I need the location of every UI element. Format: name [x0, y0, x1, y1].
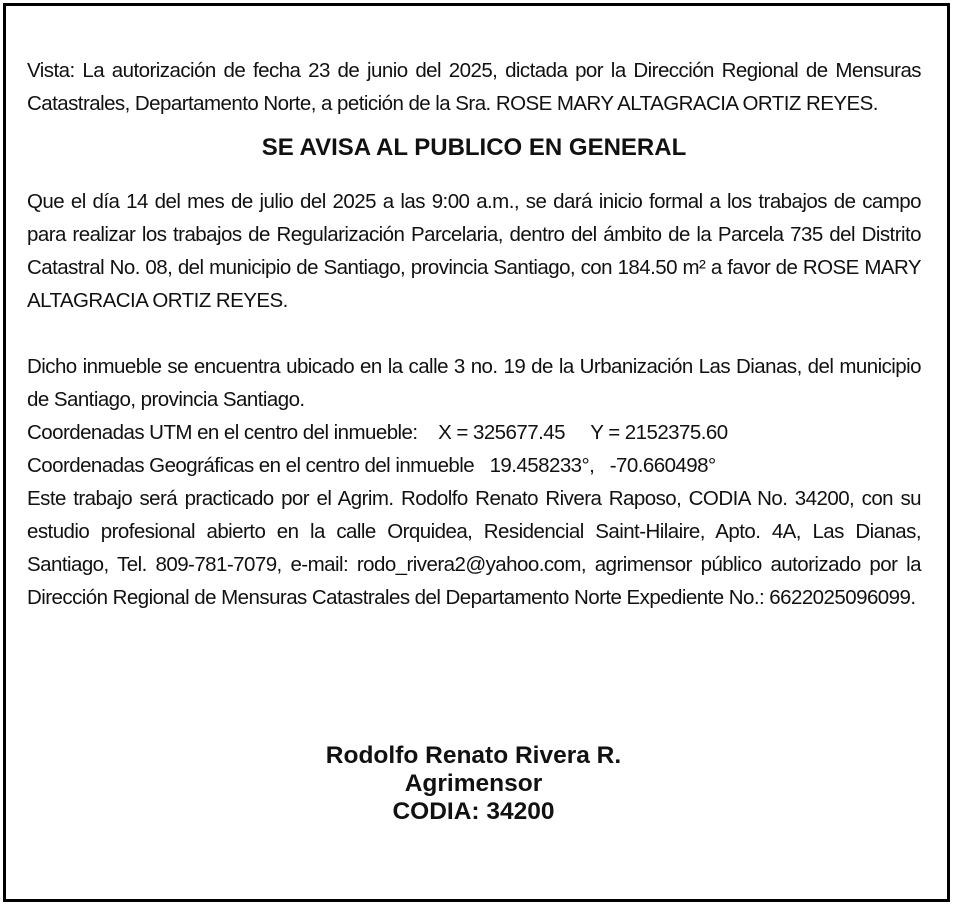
notice-heading: SE AVISA AL PUBLICO EN GENERAL — [261, 134, 687, 161]
geo-lon-value: -70.660498° — [609, 454, 716, 477]
location-paragraph: Dicho inmueble se encuentra ubicado en la calle 3 no. 19 de la Urbanización Las Dianas, del municipio de Santiago, provincia Santiago. — [27, 355, 921, 411]
utm-y-value: Y = 2152375.60 — [590, 421, 728, 444]
utm-label: Coordenadas UTM en el centro del inmueble: — [27, 421, 418, 444]
geo-lat-value: 19.458233°, — [489, 454, 595, 477]
geo-label: Coordenadas Geográficas en el centro del inmueble — [27, 454, 475, 477]
intro-paragraph: Vista: La autorización de fecha 23 de junio del 2025, dictada por la Dirección Regional de Mensuras Catastrales, Departamento Norte, a petición de la Sra. ROSE MARY ALTAGRACIA ORTIZ REYES. — [27, 59, 921, 115]
surveyor-paragraph: Este trabajo será practicado por el Agrim. Rodolfo Renato Rivera Raposo, CODIA No. 34200, con su estudio profesional abierto en la calle Orquidea, Residencial Saint-Hilaire, Apto. 4A, Las Dianas, Santiago, Tel. 809-781-7079, e-mail: rodo_rivera2@yahoo.com, agrimensor público autorizado por la Dirección Regional de Mensuras Catastrales del Departamento Norte Expediente No.: 6622025096099. — [27, 487, 921, 609]
geographic-coordinates-line — [27, 449, 921, 482]
signature-title: Agrimensor — [404, 770, 543, 797]
work-start-paragraph: Que el día 14 del mes de julio del 2025 a las 9:00 a.m., se dará inicio formal a los trabajos de campo para realizar los trabajos de Regularización Parcelaria, dentro del ámbito de la Parcela 735 del Distrito Catastral No. 08, del municipio de Santiago, provincia Santiago, con 184.50 m² a favor de ROSE MARY ALTAGRACIA ORTIZ REYES. — [27, 190, 921, 312]
notice-body — [27, 54, 921, 614]
utm-coordinates-line — [27, 416, 921, 449]
signature-codia: CODIA: 34200 — [392, 798, 555, 825]
signature-name: Rodolfo Renato Rivera R. — [325, 742, 622, 769]
signature-block — [0, 742, 947, 826]
paragraph-spacer — [27, 317, 921, 350]
utm-x-value: X = 325677.45 — [438, 421, 565, 444]
